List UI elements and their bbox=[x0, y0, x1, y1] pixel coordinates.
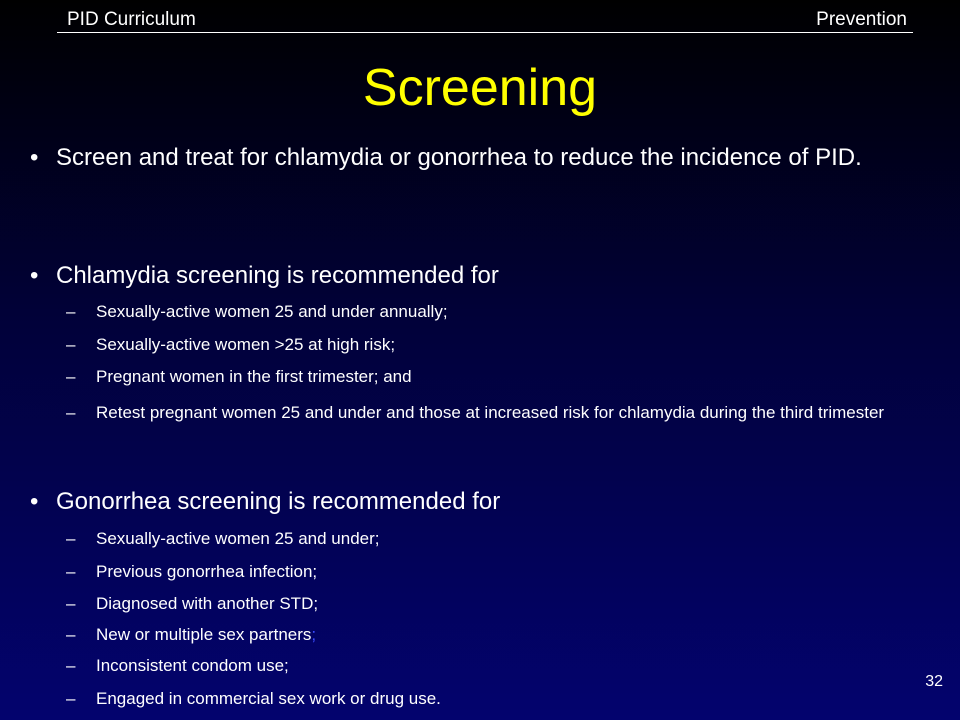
sub-text: Sexually-active women >25 at high risk; bbox=[96, 335, 396, 354]
sub-marker: – bbox=[66, 656, 76, 675]
bullet-screen-and-treat bbox=[30, 143, 930, 173]
bullet-gonorrhea-screening bbox=[30, 487, 930, 517]
sub-marker: – bbox=[66, 594, 76, 613]
bullet-marker: • bbox=[30, 262, 39, 289]
header-section-label: Prevention bbox=[816, 9, 907, 30]
sub-marker: – bbox=[66, 367, 76, 386]
sub-item bbox=[66, 366, 946, 387]
sub-marker: – bbox=[66, 625, 76, 644]
sub-text: Sexually-active women 25 and under annually; bbox=[96, 302, 448, 321]
sub-text: Inconsistent condom use; bbox=[96, 656, 289, 675]
bullet-text: Screen and treat for chlamydia or gonorrhea to reduce the incidence of PID. bbox=[56, 144, 862, 171]
sub-item bbox=[66, 593, 946, 614]
sub-item bbox=[66, 561, 946, 582]
sub-text: Previous gonorrhea infection; bbox=[96, 562, 318, 581]
bullet-chlamydia-screening bbox=[30, 261, 930, 291]
sub-item bbox=[66, 624, 946, 645]
bullet-text: Chlamydia screening is recommended for bbox=[56, 262, 499, 289]
header-curriculum-label: PID Curriculum bbox=[67, 9, 196, 30]
bullet-text: Gonorrhea screening is recommended for bbox=[56, 488, 501, 515]
sub-marker: – bbox=[66, 562, 76, 581]
sub-item bbox=[66, 334, 946, 355]
sub-marker: – bbox=[66, 403, 76, 422]
sub-marker: – bbox=[66, 302, 76, 321]
sub-text bbox=[96, 624, 946, 645]
sub-text: Sexually-active women 25 and under; bbox=[96, 529, 380, 548]
bullet-marker: • bbox=[30, 488, 39, 515]
sub-item bbox=[66, 528, 946, 549]
sub-marker: – bbox=[66, 335, 76, 354]
sub-text: Engaged in commercial sex work or drug use. bbox=[96, 689, 441, 708]
sub-marker: – bbox=[66, 689, 76, 708]
header-bar bbox=[57, 8, 913, 33]
sub-marker: – bbox=[66, 529, 76, 548]
sub-text: Pregnant women in the first trimester; and bbox=[96, 367, 412, 386]
sub-text: Diagnosed with another STD; bbox=[96, 594, 319, 613]
sub-item bbox=[66, 655, 946, 676]
sub-text: Retest pregnant women 25 and under and those at increased risk for chlamydia during the third trimester bbox=[96, 403, 885, 422]
sub-item bbox=[66, 402, 946, 423]
sub-item bbox=[66, 301, 946, 322]
page-number: 32 bbox=[925, 673, 943, 690]
bullet-marker: • bbox=[30, 144, 39, 171]
sub-item bbox=[66, 688, 946, 709]
sub-text-main: New or multiple sex partners bbox=[96, 625, 312, 644]
sub-text-semicolon: ; bbox=[311, 625, 317, 644]
slide-title: Screening bbox=[362, 59, 598, 117]
